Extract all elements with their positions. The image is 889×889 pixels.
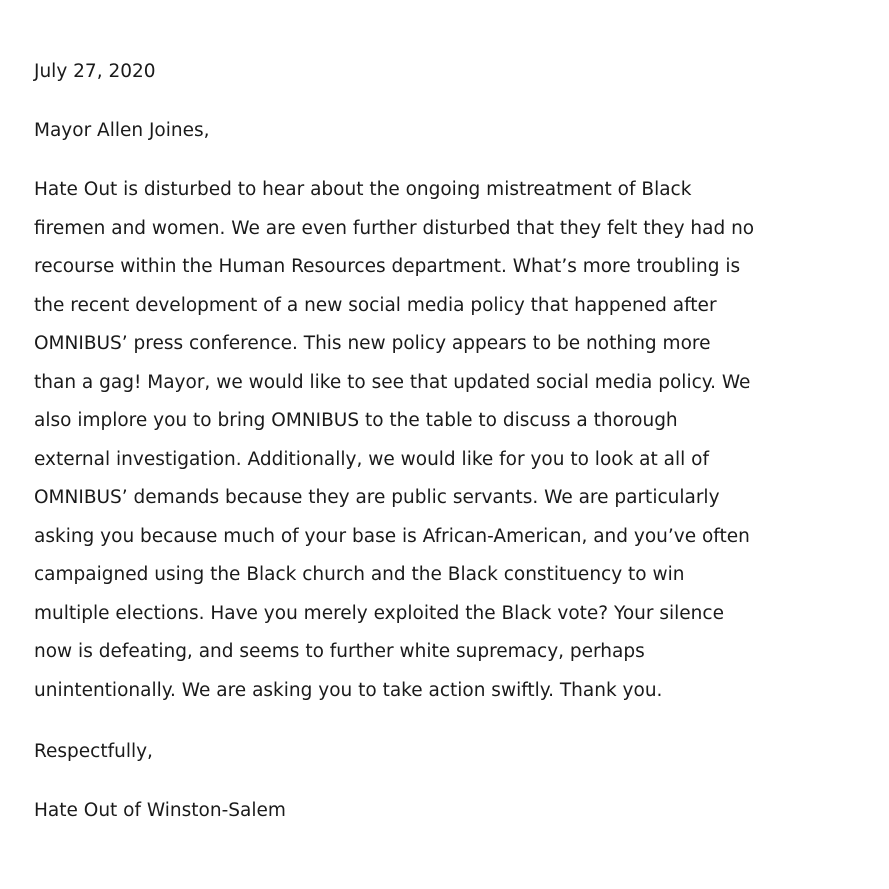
- body-line: multiple elections. Have you merely exploited the Black vote? Your silence: [34, 602, 724, 624]
- body-line: also implore you to bring OMNIBUS to the table to discuss a thorough: [34, 410, 678, 431]
- body-line: external investigation. Additionally, we would like for you to look at all of: [34, 448, 709, 470]
- letter-salutation: Mayor Allen Joines,: [34, 120, 210, 141]
- letter-closing: Respectfully,: [34, 741, 153, 762]
- body-line: firemen and women. We are even further disturbed that they felt they had no: [34, 217, 755, 239]
- body-line: now is defeating, and seems to further white supremacy, perhaps: [34, 641, 645, 662]
- body-line: campaigned using the Black church and the Black constituency to win: [34, 564, 685, 585]
- body-line: OMNIBUS’ press conference. This new policy appears to be nothing more: [34, 333, 711, 354]
- body-line: than a gag! Mayor, we would like to see that updated social media policy. We: [34, 371, 751, 393]
- body-line: recourse within the Human Resources department. What’s more troubling is: [34, 256, 741, 277]
- letter-body: [34, 171, 874, 710]
- letter-signature: Hate Out of Winston-Salem: [34, 800, 286, 821]
- body-line: Hate Out is disturbed to hear about the ongoing mistreatment of Black: [34, 179, 692, 200]
- body-line: OMNIBUS’ demands because they are public servants. We are particularly: [34, 487, 720, 508]
- body-line: asking you because much of your base is African-American, and you’ve often: [34, 525, 750, 547]
- letter: [34, 58, 874, 825]
- letter-date: July 27, 2020: [34, 61, 156, 82]
- body-line: unintentionally. We are asking you to take action swiftly. Thank you.: [34, 679, 663, 701]
- body-line: the recent development of a new social media policy that happened after: [34, 294, 717, 316]
